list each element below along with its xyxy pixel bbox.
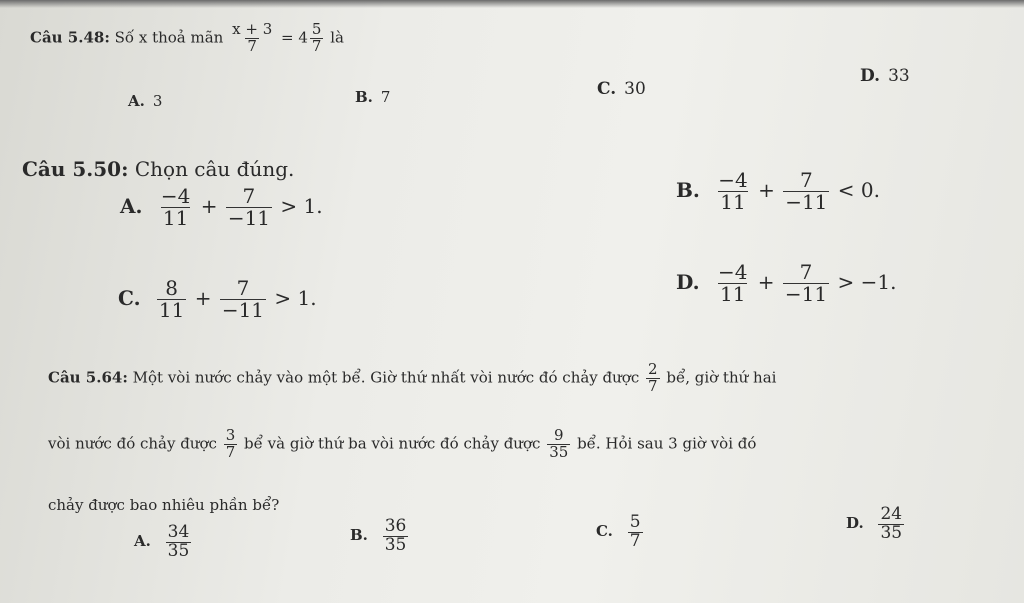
q564-fraction-1 xyxy=(646,362,660,395)
fraction xyxy=(220,278,266,321)
relation: > 1. xyxy=(274,286,317,310)
q548-option-b xyxy=(355,88,390,106)
denominator: 11 xyxy=(162,206,189,230)
relation: > 1. xyxy=(280,194,323,218)
denominator: 35 xyxy=(384,534,407,555)
q548-option-a xyxy=(128,92,162,110)
numerator: 3 xyxy=(225,426,236,444)
q550-option-d xyxy=(676,262,896,305)
q564-line1-end: bể, giờ thứ hai xyxy=(666,368,777,387)
q548-mixed-num: 5 xyxy=(311,20,322,38)
q564-option-b xyxy=(350,518,410,555)
option-label: B. xyxy=(350,526,368,545)
option-label: C. xyxy=(597,79,617,99)
operator: + xyxy=(194,286,212,310)
denominator: 7 xyxy=(225,442,236,461)
q564-line2 xyxy=(48,428,756,461)
q564-line1 xyxy=(48,362,776,395)
q564-line1-text: Một vòi nước chảy vào một bể. Giờ thứ nhất vòi nước đó chảy được xyxy=(132,368,640,387)
numerator: 2 xyxy=(648,360,658,378)
option-value: 30 xyxy=(624,79,646,99)
option-label: A. xyxy=(128,92,145,110)
q550-stem xyxy=(22,157,294,181)
q564-line3 xyxy=(48,496,279,514)
option-label: A. xyxy=(134,532,151,551)
q550-option-a xyxy=(120,186,323,229)
operator: + xyxy=(758,178,775,202)
numerator: 24 xyxy=(880,504,903,524)
fraction xyxy=(878,506,904,543)
q548-option-d xyxy=(860,66,910,86)
numerator: 5 xyxy=(629,512,641,532)
numerator: 36 xyxy=(384,516,407,536)
q548-option-c xyxy=(597,79,646,99)
numerator: 34 xyxy=(167,522,190,542)
q548-text: Số x thoả mãn xyxy=(114,28,224,47)
q550-option-c xyxy=(118,278,317,321)
option-value: 33 xyxy=(888,66,910,86)
numerator: 7 xyxy=(242,184,256,208)
fraction xyxy=(383,518,409,555)
option-label: D. xyxy=(846,514,864,533)
denominator: −11 xyxy=(221,298,265,322)
fraction xyxy=(783,262,829,305)
q548-suffix: là xyxy=(330,28,344,47)
q548-mixed-den: 7 xyxy=(311,36,322,55)
fraction xyxy=(226,186,272,229)
numerator: 7 xyxy=(799,260,813,284)
denominator: 7 xyxy=(648,376,658,395)
numerator: 8 xyxy=(165,276,178,300)
relation: > −1. xyxy=(837,270,897,294)
q564-line3-text: chảy được bao nhiêu phần bể? xyxy=(48,496,280,514)
option-label: D. xyxy=(860,66,881,86)
fraction xyxy=(783,170,829,213)
numerator: −4 xyxy=(717,260,748,284)
q564-line2-mid: bể và giờ thứ ba vòi nước đó chảy được xyxy=(244,434,541,453)
option-value: 7 xyxy=(380,88,391,106)
q564-fraction-3 xyxy=(547,428,570,461)
q564-line2-end: bể. Hỏi sau 3 giờ vòi đó xyxy=(577,434,757,453)
denominator: 11 xyxy=(720,190,746,214)
denominator: 35 xyxy=(167,540,190,561)
q564-label: Câu 5.64: xyxy=(48,368,128,387)
operator: + xyxy=(757,270,775,294)
option-label: B. xyxy=(355,88,373,106)
denominator: 7 xyxy=(629,530,641,551)
option-label: C. xyxy=(118,286,141,310)
denominator: 11 xyxy=(158,298,185,322)
option-value: 3 xyxy=(152,92,163,110)
denominator: −11 xyxy=(785,190,828,214)
denominator: 11 xyxy=(719,282,746,306)
option-label: C. xyxy=(596,522,613,541)
q564-fraction-2 xyxy=(224,428,238,461)
numerator: −4 xyxy=(160,184,191,208)
relation: < 0. xyxy=(837,178,880,202)
numerator: 7 xyxy=(236,276,250,300)
q548-frac-den: 7 xyxy=(247,36,257,55)
q548-stem xyxy=(30,22,344,55)
q550-text: Chọn câu đúng. xyxy=(134,157,295,181)
denominator: −11 xyxy=(227,206,271,230)
fraction xyxy=(157,278,186,321)
q550-option-b xyxy=(676,170,880,213)
denominator: −11 xyxy=(784,282,828,306)
q564-line2-start: vòi nước đó chảy được xyxy=(48,434,217,453)
q548-label: Câu 5.48: xyxy=(30,28,110,47)
page-edge-shadow xyxy=(0,0,1024,8)
q548-equals: = 4 xyxy=(281,28,308,47)
numerator: 7 xyxy=(799,168,813,192)
q564-option-c xyxy=(596,514,645,551)
fraction xyxy=(716,262,749,305)
q548-fraction xyxy=(230,22,274,55)
q548-frac-num: x + 3 xyxy=(232,20,273,38)
fraction xyxy=(716,170,749,213)
option-label: B. xyxy=(676,178,700,202)
fraction xyxy=(628,514,643,551)
q564-option-d xyxy=(846,506,906,543)
q548-mixed-fraction xyxy=(310,22,324,55)
operator: + xyxy=(200,194,218,218)
numerator: 9 xyxy=(553,426,564,444)
q550-label: Câu 5.50: xyxy=(22,157,129,181)
fraction xyxy=(166,524,192,561)
fraction xyxy=(159,186,192,229)
option-label: A. xyxy=(120,194,143,218)
option-label: D. xyxy=(676,270,700,294)
denominator: 35 xyxy=(880,522,903,543)
q564-option-a xyxy=(134,524,193,561)
denominator: 35 xyxy=(549,442,569,461)
numerator: −4 xyxy=(718,168,748,192)
